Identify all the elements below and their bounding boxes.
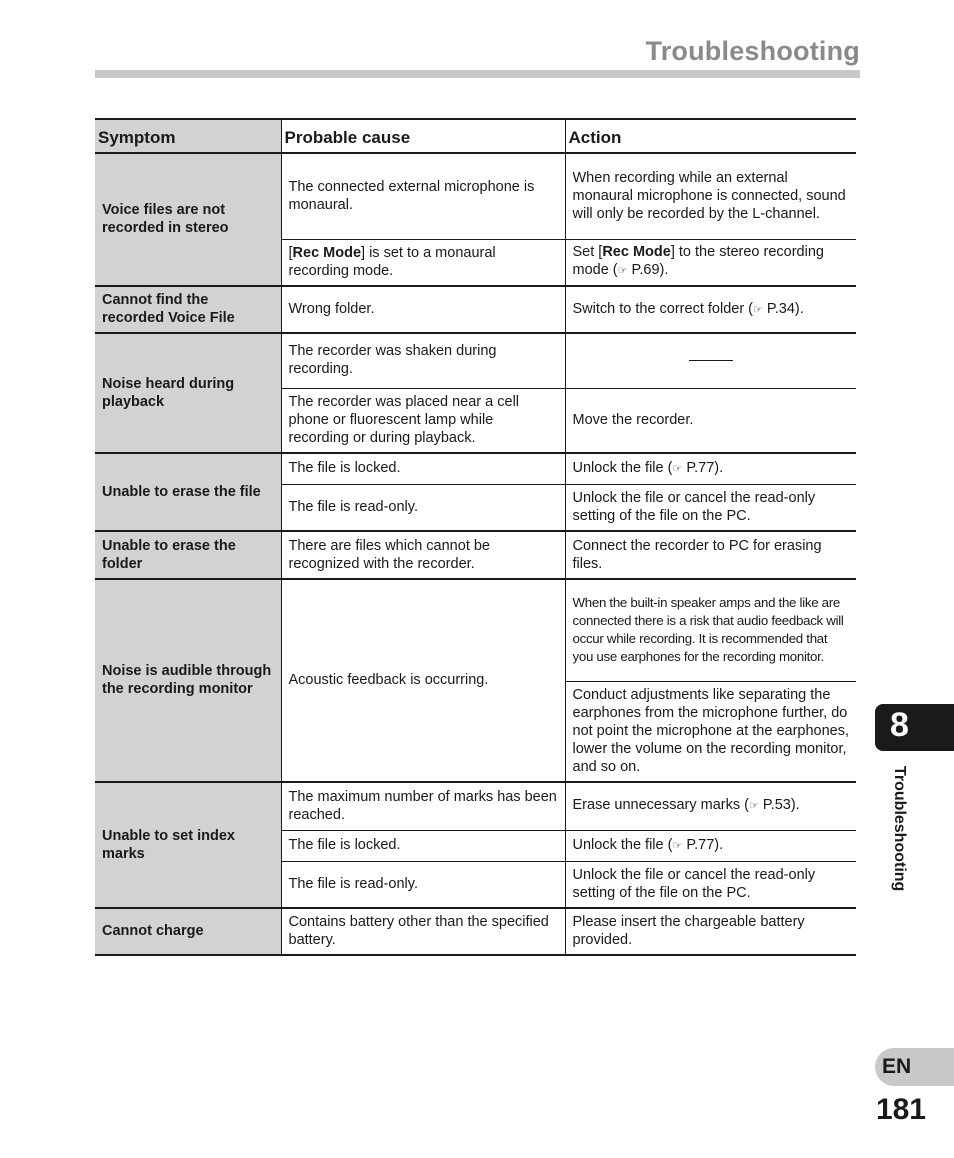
action-cell: [565, 286, 856, 333]
table-row: [95, 333, 856, 388]
table-row: [95, 908, 856, 955]
page-reference-icon: ☞: [672, 462, 683, 475]
action-cell: Connect the recorder to PC for erasing files.: [565, 531, 856, 579]
table-row: [95, 579, 856, 681]
page-reference: P.69).: [627, 262, 669, 279]
menu-item-name: Rec Mode: [602, 244, 671, 261]
page-reference-icon: ☞: [672, 839, 683, 852]
table-row: [95, 153, 856, 239]
action-text: ] to the stereo recording mode (: [572, 244, 824, 279]
column-header-action: Action: [565, 119, 856, 153]
cause-cell: The file is read-only.: [281, 484, 565, 531]
action-text: Unlock the file (: [572, 459, 673, 476]
cause-cell: Contains battery other than the specified battery.: [281, 908, 565, 955]
table-row: [95, 453, 856, 484]
title-underline-bar: [95, 70, 860, 78]
action-cell: Unlock the file or cancel the read-only setting of the file on the PC.: [565, 861, 856, 908]
action-text: Set [: [572, 244, 603, 261]
table-header-row: [95, 119, 856, 153]
page-reference: P.77).: [682, 836, 724, 853]
action-cell: [565, 830, 856, 861]
cause-cell: The file is locked.: [281, 830, 565, 861]
menu-item-name: Rec Mode: [292, 244, 362, 261]
page-reference-icon: ☞: [617, 265, 628, 278]
page-number: 181: [875, 1093, 926, 1126]
symptom-cell: Unable to erase the folder: [95, 531, 281, 579]
page-reference-icon: ☞: [748, 800, 759, 813]
table-row: [95, 286, 856, 333]
table-row: [95, 782, 856, 830]
column-header-symptom: Symptom: [95, 119, 281, 153]
action-cell-empty: [565, 333, 856, 388]
page-title: Troubleshooting: [645, 36, 860, 66]
action-cell: Move the recorder.: [565, 388, 856, 453]
cause-text: ] is set to a monaural recording mode.: [288, 244, 496, 279]
page-reference: P.53).: [758, 797, 800, 814]
action-cell: [565, 453, 856, 484]
language-label: EN: [882, 1055, 912, 1078]
action-text: Switch to the correct folder (: [572, 300, 754, 317]
action-cell: [565, 239, 856, 286]
cause-cell: There are files which cannot be recognized with the recorder.: [281, 531, 565, 579]
cause-cell: The recorder was placed near a cell phone or fluorescent lamp while recording or during playback.: [281, 388, 565, 453]
symptom-cell: Unable to erase the file: [95, 453, 281, 531]
action-cell: [565, 782, 856, 830]
symptom-cell: Noise is audible through the recording monitor: [95, 579, 281, 782]
cause-cell: The maximum number of marks has been reached.: [281, 782, 565, 830]
chapter-tab: [875, 704, 954, 751]
troubleshooting-table: [95, 118, 856, 956]
cause-cell: Wrong folder.: [281, 286, 565, 333]
page-reference: P.34).: [762, 300, 804, 317]
action-cell: Please insert the chargeable battery provided.: [565, 908, 856, 955]
page-reference: P.77).: [682, 459, 724, 476]
cause-cell: The file is locked.: [281, 453, 565, 484]
symptom-cell: Cannot charge: [95, 908, 281, 955]
action-cell: When recording while an external monaural microphone is connected, sound will only be recorded by the L-channel.: [565, 153, 856, 239]
symptom-cell: Cannot find the recorded Voice File: [95, 286, 281, 333]
action-cell: When the built-in speaker amps and the like are connected there is a risk that audio feedback will occur while recording. It is recommended that you use earphones for the recording monitor.: [565, 579, 856, 681]
cause-cell: [281, 239, 565, 286]
symptom-cell: Noise heard during playback: [95, 333, 281, 453]
page-reference-icon: ☞: [753, 303, 763, 316]
chapter-number: 8: [890, 706, 909, 744]
action-text: Unlock the file (: [572, 836, 673, 853]
column-header-cause: Probable cause: [281, 119, 565, 153]
action-cell: Unlock the file or cancel the read-only setting of the file on the PC.: [565, 484, 856, 531]
symptom-cell: Voice files are not recorded in stereo: [95, 153, 281, 286]
empty-dash: [689, 360, 733, 361]
action-text: Erase unnecessary marks (: [572, 797, 749, 814]
cause-cell: The recorder was shaken during recording.: [281, 333, 565, 388]
cause-cell: The file is read-only.: [281, 861, 565, 908]
action-cell: Conduct adjustments like separating the earphones from the microphone further, do not point the microphone at the earphones, lower the volume on the recording monitor, and so on.: [565, 681, 856, 782]
cause-cell: The connected external microphone is monaural.: [281, 153, 565, 239]
cause-text: [: [288, 244, 293, 261]
table-row: [95, 531, 856, 579]
symptom-cell: Unable to set index marks: [95, 782, 281, 908]
cause-cell: Acoustic feedback is occurring.: [281, 579, 565, 782]
chapter-side-label: Troubleshooting: [891, 766, 908, 892]
